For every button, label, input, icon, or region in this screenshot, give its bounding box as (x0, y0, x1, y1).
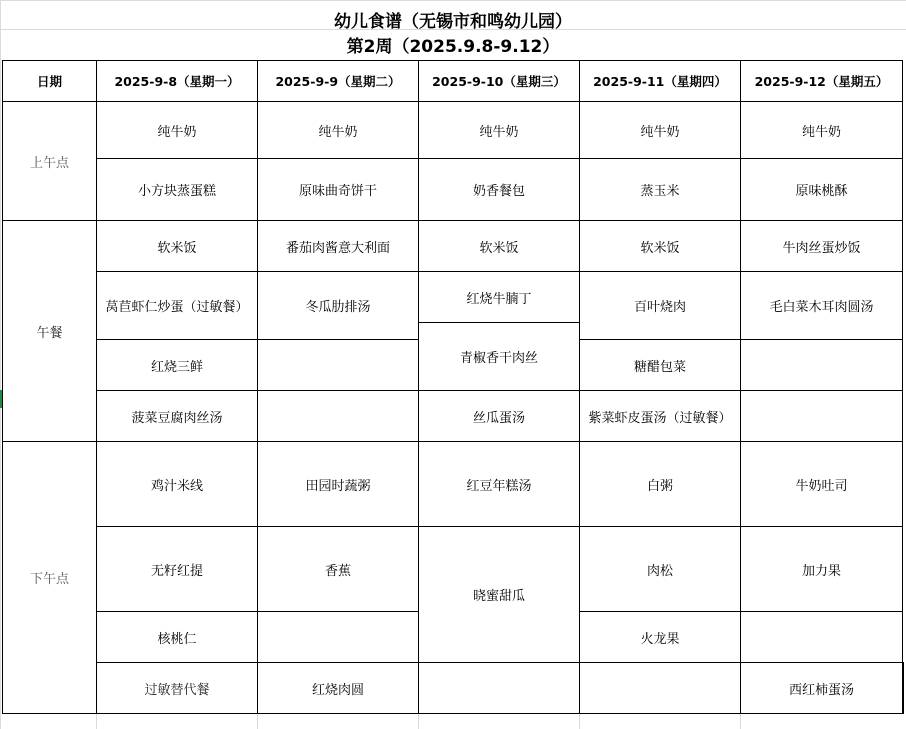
header-day-tue: 2025-9-9（星期二） (258, 61, 419, 102)
section-lunch: 午餐 (3, 221, 97, 442)
header-day-wed: 2025-9-10（星期三） (419, 61, 580, 102)
menu-cell: 青椒香干肉丝 (419, 323, 580, 391)
header-date-label: 日期 (3, 61, 97, 102)
menu-cell: 红烧牛腩丁 (419, 272, 580, 323)
menu-table (2, 60, 904, 714)
menu-cell: 田园时蔬粥 (258, 442, 419, 527)
menu-cell: 软米饭 (419, 221, 580, 272)
menu-cell: 火龙果 (580, 612, 741, 663)
menu-cell: 毛白菜木耳肉圆汤 (741, 272, 903, 340)
menu-cell (741, 391, 903, 442)
header-day-mon: 2025-9-8（星期一） (97, 61, 258, 102)
menu-cell: 无籽红提 (97, 527, 258, 612)
menu-cell: 蒸玉米 (580, 159, 741, 221)
page-title: 幼儿食谱（无锡市和鸣幼儿园） (334, 12, 572, 32)
week-subtitle: 第2周（2025.9.8-9.12） (346, 37, 560, 57)
menu-cell (741, 340, 903, 391)
menu-cell: 小方块蒸蛋糕 (97, 159, 258, 221)
menu-cell: 红烧三鲜 (97, 340, 258, 391)
menu-cell: 奶香餐包 (419, 159, 580, 221)
menu-cell: 西红柿蛋汤 (741, 663, 903, 714)
menu-cell: 菠菜豆腐肉丝汤 (97, 391, 258, 442)
section-allergy: 过敏替代餐 (97, 663, 258, 714)
menu-cell: 鸡汁米线 (97, 442, 258, 527)
menu-cell: 肉松 (580, 527, 741, 612)
menu-cell: 白粥 (580, 442, 741, 527)
menu-cell: 糖醋包菜 (580, 340, 741, 391)
header-day-fri: 2025-9-12（星期五） (741, 61, 903, 102)
menu-cell: 原味桃酥 (741, 159, 903, 221)
section-morning-snack: 上午点 (3, 102, 97, 221)
menu-cell: 软米饭 (580, 221, 741, 272)
menu-cell: 牛奶吐司 (741, 442, 903, 527)
menu-cell: 纯牛奶 (741, 102, 903, 159)
menu-cell: 纯牛奶 (97, 102, 258, 159)
menu-cell: 紫菜虾皮蛋汤（过敏餐） (580, 391, 741, 442)
menu-cell: 丝瓜蛋汤 (419, 391, 580, 442)
menu-cell: 原味曲奇饼干 (258, 159, 419, 221)
menu-cell: 核桃仁 (97, 612, 258, 663)
menu-cell: 纯牛奶 (419, 102, 580, 159)
menu-cell (258, 612, 419, 663)
menu-cell: 纯牛奶 (580, 102, 741, 159)
menu-cell (903, 663, 904, 714)
section-afternoon-snack: 下午点 (3, 442, 97, 714)
menu-cell: 百叶烧肉 (580, 272, 741, 340)
menu-cell: 番茄肉酱意大利面 (258, 221, 419, 272)
menu-cell (258, 391, 419, 442)
menu-cell (258, 340, 419, 391)
header-row (3, 61, 904, 102)
menu-cell (741, 612, 903, 663)
menu-cell: 牛肉丝蛋炒饭 (741, 221, 903, 272)
menu-cell: 红烧肉圆 (258, 663, 419, 714)
menu-cell: 冬瓜肋排汤 (258, 272, 419, 340)
menu-cell (419, 663, 580, 714)
menu-cell (580, 663, 741, 714)
menu-cell: 加力果 (741, 527, 903, 612)
header-day-thu: 2025-9-11（星期四） (580, 61, 741, 102)
menu-cell: 莴苣虾仁炒蛋（过敏餐） (97, 272, 258, 340)
menu-cell: 纯牛奶 (258, 102, 419, 159)
menu-cell: 软米饭 (97, 221, 258, 272)
menu-cell: 晓蜜甜瓜 (419, 527, 580, 663)
menu-cell: 红豆年糕汤 (419, 442, 580, 527)
menu-cell: 香蕉 (258, 527, 419, 612)
